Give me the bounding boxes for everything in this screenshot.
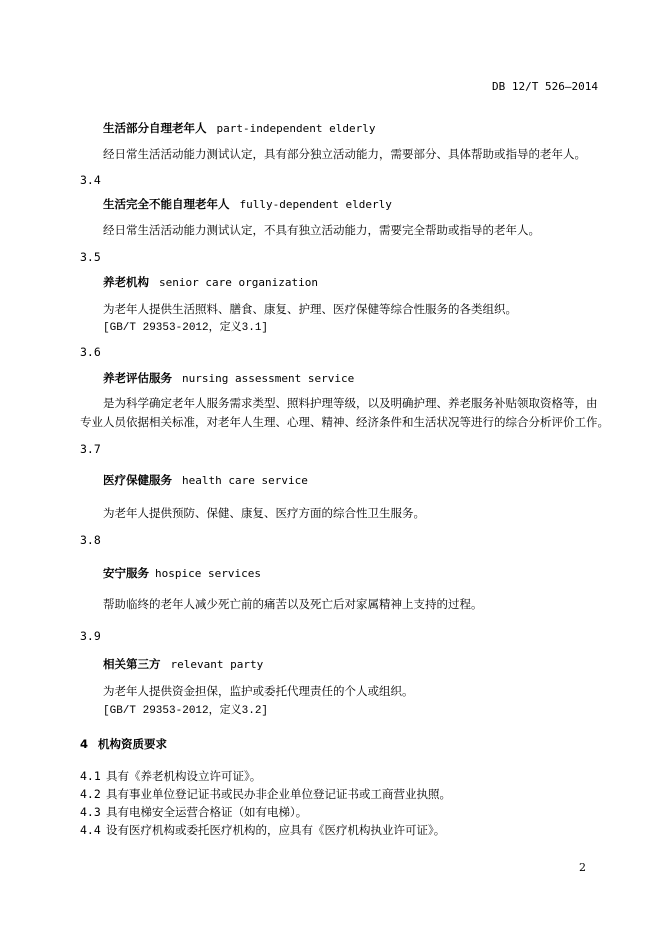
term-heading (103, 370, 354, 386)
clause-number: 4.2 (80, 787, 101, 801)
section-title: 机构资质要求 (98, 737, 167, 751)
clause-item (80, 786, 451, 802)
clause-text: 具有事业单位登记证书或民办非企业单位登记证书或工商营业执照。 (106, 787, 451, 801)
term-en: part-independent elderly (216, 122, 376, 135)
term-en: nursing assessment service (182, 372, 355, 385)
term-heading (103, 565, 261, 581)
clause-number: 3.7 (80, 442, 101, 456)
definition-text: 为老年人提供预防、保健、康复、医疗方面的综合性卫生服务。 (103, 506, 425, 520)
term-en: senior care organization (159, 276, 318, 289)
clause-text: 具有电梯安全运营合格证（如有电梯）。 (106, 805, 308, 819)
term-zh: 养老评估服务 (103, 371, 172, 385)
term-en: fully-dependent elderly (239, 198, 392, 211)
clause-number: 3.6 (80, 345, 101, 359)
clause-number: 4.3 (80, 805, 101, 819)
term-heading (103, 196, 392, 212)
term-zh: 养老机构 (103, 275, 149, 289)
term-en: relevant party (170, 658, 264, 671)
clause-item (80, 822, 445, 838)
clause-number: 4.1 (80, 769, 101, 783)
clause-number: 3.5 (80, 250, 101, 264)
clause-item (80, 768, 261, 784)
section-heading (80, 736, 167, 752)
clause-number: 4.4 (80, 823, 101, 837)
term-zh: 生活部分自理老年人 (103, 121, 207, 135)
clause-text: 设有医疗机构或委托医疗机构的，应具有《医疗机构执业许可证》。 (106, 823, 446, 837)
term-en: hospice services (155, 567, 261, 580)
term-heading (103, 274, 318, 290)
definition-text: 为老年人提供资金担保，监护或委托代理责任的个人或组织。 (103, 684, 414, 698)
document-code: DB 12/T 526—2014 (492, 80, 598, 93)
term-zh: 医疗保健服务 (103, 473, 172, 487)
term-heading (103, 656, 263, 672)
term-heading (103, 472, 308, 488)
clause-text: 具有《养老机构设立许可证》。 (106, 769, 262, 783)
section-number: 4 (80, 737, 89, 751)
page-number: 2 (579, 861, 586, 874)
definition-text: 经日常生活活动能力测试认定，具有部分独立活动能力，需要部分、具体帮助或指导的老年人。 (103, 147, 586, 161)
definition-text: 经日常生活活动能力测试认定，不具有独立活动能力，需要完全帮助或指导的老年人。 (103, 223, 540, 237)
clause-number: 3.9 (80, 629, 101, 643)
term-zh: 相关第三方 (103, 657, 161, 671)
clause-number: 3.8 (80, 533, 101, 547)
reference-note: [GB/T 29353-2012，定义3.2] (103, 705, 269, 717)
term-zh: 生活完全不能自理老年人 (103, 197, 230, 211)
clause-item (80, 804, 307, 820)
definition-text-continued: 专业人员依据相关标准，对老年人生理、心理、精神、经济条件和生活状况等进行的综合分析评价工作。 (80, 415, 609, 429)
definition-text: 为老年人提供生活照料、膳食、康复、护理、医疗保健等综合性服务的各类组织。 (103, 302, 517, 316)
clause-number: 3.4 (80, 173, 101, 187)
definition-text: 是为科学确定老年人服务需求类型、照料护理等级，以及明确护理、养老服务补贴领取资格等，由 (103, 396, 598, 410)
term-heading (103, 120, 375, 136)
term-zh: 安宁服务 (103, 566, 149, 580)
reference-note: [GB/T 29353-2012，定义3.1] (103, 322, 269, 334)
definition-text: 帮助临终的老年人减少死亡前的痛苦以及死亡后对家属精神上支持的过程。 (103, 597, 483, 611)
term-en: health care service (182, 474, 308, 487)
